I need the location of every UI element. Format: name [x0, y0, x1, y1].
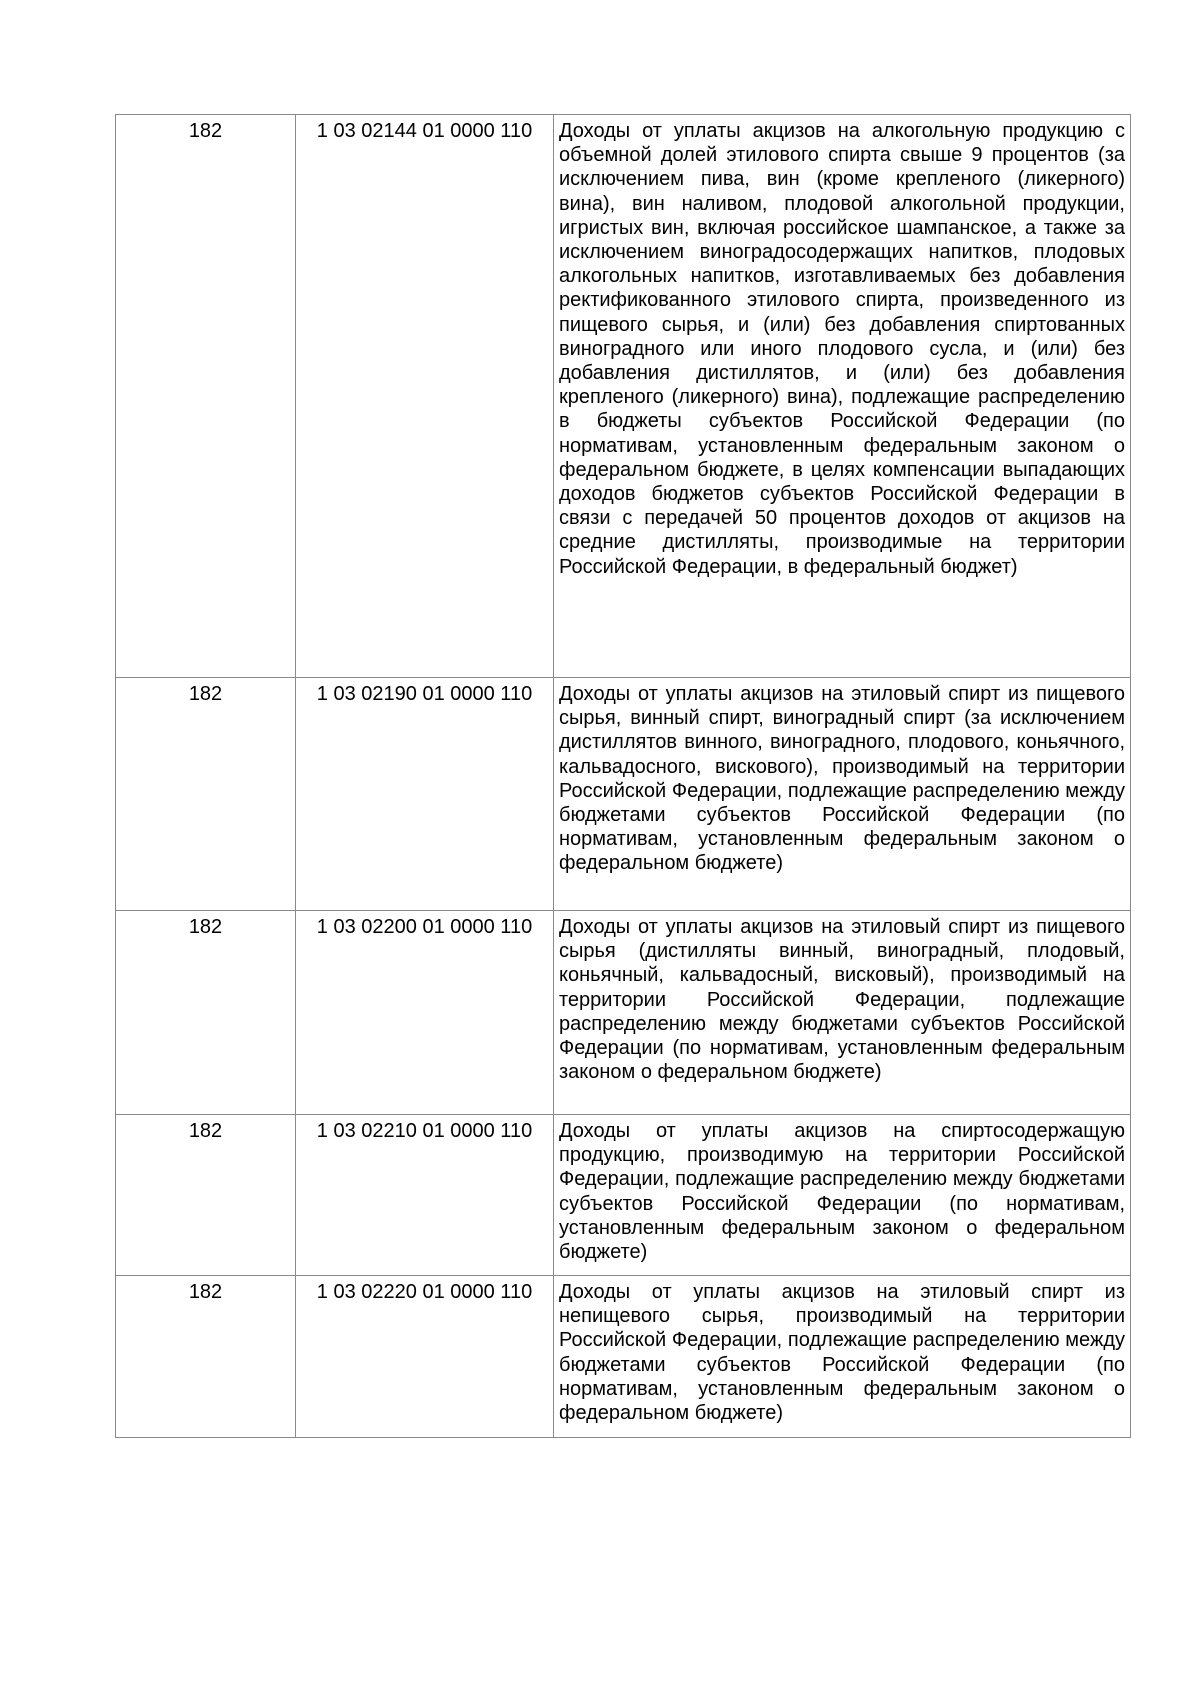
table-row	[116, 115, 1131, 678]
revenue-codes-table	[115, 114, 1131, 1438]
admin-code-cell: 182	[116, 911, 296, 1115]
table-row	[116, 1276, 1131, 1438]
table-row	[116, 911, 1131, 1115]
budget-code-cell: 1 03 02210 01 0000 110	[296, 1115, 554, 1276]
budget-code-cell: 1 03 02200 01 0000 110	[296, 911, 554, 1115]
revenue-name-cell: Доходы от уплаты акцизов на алкогольную продукцию с объемной долей этилового спирта свыше 9 процентов (за исключением пива, вин (кроме крепленого (ликерного) вина), вин наливом, плодовой алкогольной продукции, игристых вин, включая российское шампанское, а также за исключением виноградосодержащих напитков, плодовых алкогольных напитков, изготавливаемых без добавления ректификованного этилового спирта, произведенного из пищевого сырья, и (или) без добавления спиртованных виноградного или иного плодового сусла, и (или) без добавления дистиллятов, и (или) без добавления крепленого (ликерного) вина), подлежащие распределению в бюджеты субъектов Российской Федерации (по нормативам, установленным федеральным законом о федеральном бюджете, в целях компенсации выпадающих доходов бюджетов субъектов Российской Федерации в связи с передачей 50 процентов доходов от акцизов на средние дистилляты, производимые на территории Российской Федерации, в федеральный бюджет)	[554, 115, 1131, 678]
budget-code-cell: 1 03 02220 01 0000 110	[296, 1276, 554, 1438]
revenue-name-cell: Доходы от уплаты акцизов на спиртосодержащую продукцию, производимую на территории Российской Федерации, подлежащие распределению между бюджетами субъектов Российской Федерации (по нормативам, установленным федеральным законом о федеральном бюджете)	[554, 1115, 1131, 1276]
revenue-name-cell: Доходы от уплаты акцизов на этиловый спирт из непищевого сырья, производимый на территории Российской Федерации, подлежащие распределению между бюджетами субъектов Российской Федерации (по нормативам, установленным федеральным законом о федеральном бюджете)	[554, 1276, 1131, 1438]
admin-code-cell: 182	[116, 678, 296, 911]
revenue-name-cell: Доходы от уплаты акцизов на этиловый спирт из пищевого сырья, винный спирт, виноградный спирт (за исключением дистиллятов винного, виноградного, плодового, коньячного, кальвадосного, вискового), производимый на территории Российской Федерации, подлежащие распределению между бюджетами субъектов Российской Федерации (по нормативам, установленным федеральным законом о федеральном бюджете)	[554, 678, 1131, 911]
table-row	[116, 1115, 1131, 1276]
revenue-name-cell: Доходы от уплаты акцизов на этиловый спирт из пищевого сырья (дистилляты винный, виноградный, плодовый, коньячный, кальвадосный, висковый), производимый на территории Российской Федерации, подлежащие распределению между бюджетами субъектов Российской Федерации (по нормативам, установленным федеральным законом о федеральном бюджете)	[554, 911, 1131, 1115]
admin-code-cell: 182	[116, 1276, 296, 1438]
admin-code-cell: 182	[116, 115, 296, 678]
budget-code-cell: 1 03 02190 01 0000 110	[296, 678, 554, 911]
table-row	[116, 678, 1131, 911]
budget-code-cell: 1 03 02144 01 0000 110	[296, 115, 554, 678]
admin-code-cell: 182	[116, 1115, 296, 1276]
